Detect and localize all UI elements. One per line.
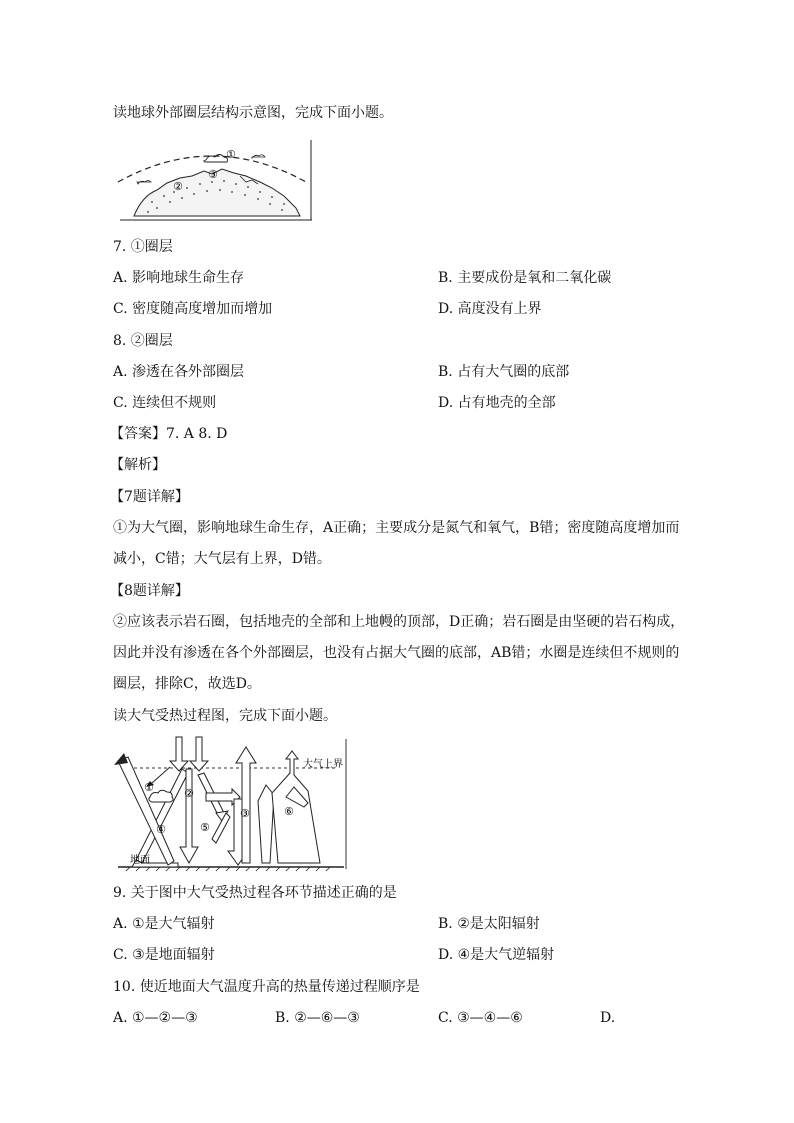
q7-detail-heading: 【7题详解】: [110, 489, 189, 505]
q8-option-a: A. 渗透在各外部圈层: [113, 364, 245, 380]
q8-detail-line: 圈层，排除C，故选D。: [113, 676, 261, 692]
q9-option-b: B. ②是太阳辐射: [438, 916, 540, 932]
q7-option-a: A. 影响地球生命生存: [113, 270, 245, 286]
atmosphere-heating-figure: [112, 735, 352, 873]
q7-detail-line: ①为大气圈，影响地球生命生存，A正确；主要成分是氮气和氧气，B错；密度随高度增加而: [113, 520, 680, 536]
q7-option-d: D. 高度没有上界: [438, 301, 542, 317]
q8-detail-heading: 【8题详解】: [110, 583, 189, 599]
q8-option-c: C. 连续但不规则: [113, 395, 217, 411]
q9-option-a: A. ①是大气辐射: [113, 916, 215, 932]
fig2-num-6: ⑥: [284, 805, 294, 818]
q10-stem: 10. 使近地面大气温度升高的热量传递过程顺序是: [113, 979, 420, 995]
fig2-num-1: ①: [144, 781, 154, 794]
q9-option-d: D. ④是大气逆辐射: [438, 947, 555, 963]
fig1-label-2: ②: [173, 180, 183, 193]
q9-option-c: C. ③是地面辐射: [113, 947, 215, 963]
q10-option-a: A. ①—②—③: [113, 1010, 198, 1026]
q9-stem: 9. 关于图中大气受热过程各环节描述正确的是: [113, 885, 397, 901]
q8-detail-line: 因此并没有渗透在各个外部圈层，也没有占据大气圈的底部，AB错；水圈是连续但不规则的: [113, 645, 680, 661]
q10-option-c: C. ③—④—⑥: [438, 1010, 523, 1026]
q10-option-b: B. ②—⑥—③: [275, 1010, 360, 1026]
answer-line: 【答案】7. A 8. D: [110, 426, 228, 442]
fig2-num-4: ④: [156, 823, 166, 836]
fig2-num-5: ⑤: [200, 821, 210, 834]
q7-stem: 7. ①圈层: [113, 239, 173, 255]
q8-option-b: B. 占有大气圈的底部: [438, 364, 570, 380]
q7-option-c: C. 密度随高度增加而增加: [113, 301, 273, 317]
fig2-num-2: ②: [184, 787, 194, 800]
intro-1: 读地球外部圈层结构示意图，完成下面小题。: [113, 105, 393, 121]
fig2-ground-label: 地面: [130, 855, 150, 866]
intro-2: 读大气受热过程图，完成下面小题。: [113, 708, 337, 724]
q7-detail-line: 减小，C错；大气层有上界，D错。: [113, 551, 331, 567]
q8-detail-line: ②应该表示岩石圈，包括地壳的全部和上地幔的顶部，D正确；岩石圈是由坚硬的岩石构成，: [113, 614, 685, 630]
q7-option-b: B. 主要成份是氧和二氧化碳: [438, 270, 612, 286]
fig2-num-3: ③: [240, 807, 250, 820]
q8-option-d: D. 占有地壳的全部: [438, 395, 556, 411]
fig1-label-1: ①: [226, 148, 236, 161]
q8-stem: 8. ②圈层: [113, 333, 173, 349]
fig1-label-3: ③: [208, 168, 218, 181]
earth-spheres-figure: [112, 138, 317, 222]
fig2-top-label: 大气上界: [303, 759, 343, 770]
analysis-heading: 【解析】: [110, 457, 166, 473]
q10-option-d: D.: [600, 1010, 616, 1026]
